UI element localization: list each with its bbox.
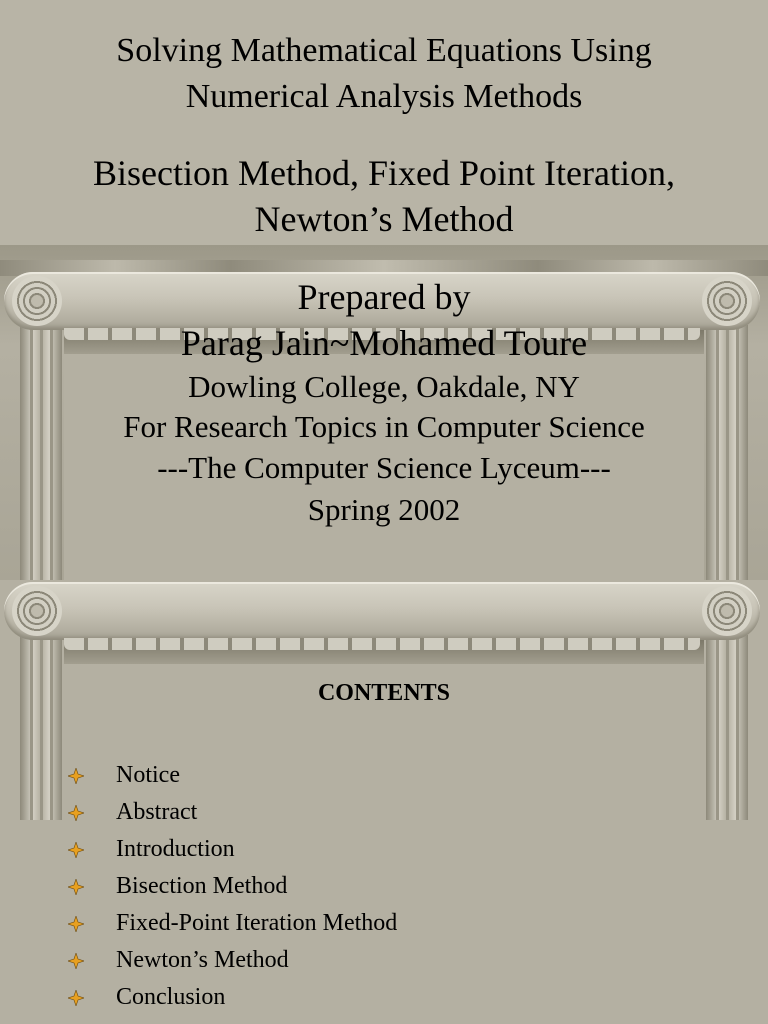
slide-subtitle-line-2: Newton’s Method (254, 199, 514, 239)
column-capital (4, 582, 760, 640)
list-item (64, 908, 397, 945)
list-item (64, 871, 397, 908)
slide-title-line-1: Solving Mathematical Equations Using (116, 32, 652, 69)
star-bullet-icon (68, 842, 84, 858)
left-column (20, 635, 62, 820)
star-bullet-icon (68, 768, 84, 784)
contents-slide (0, 580, 768, 1024)
list-item-label: Notice (116, 762, 180, 788)
right-column (706, 635, 748, 820)
course-name: For Research Topics in Computer Science (123, 409, 645, 444)
author-names: Parag Jain~Mohamed Toure (180, 323, 588, 363)
star-bullet-icon (68, 916, 84, 932)
dentil-molding (64, 638, 700, 650)
lyceum-name: ---The Computer Science Lyceum--- (157, 450, 611, 485)
list-item-label: Bisection Method (116, 873, 288, 899)
list-item-label: Newton’s Method (116, 947, 289, 973)
list-item-label: Abstract (116, 799, 198, 825)
prepared-by-label: Prepared by (297, 277, 471, 317)
college-name: Dowling College, Oakdale, NY (188, 369, 580, 404)
contents-heading: CONTENTS (317, 680, 451, 706)
list-item-label: Introduction (116, 836, 235, 862)
list-item (64, 834, 397, 871)
list-item (64, 760, 397, 797)
star-bullet-icon (68, 953, 84, 969)
term-label: Spring 2002 (307, 492, 461, 527)
slide-subtitle-line-1: Bisection Method, Fixed Point Iteration, (93, 153, 675, 193)
list-item-label: Fixed-Point Iteration Method (116, 910, 398, 936)
list-item (64, 945, 397, 982)
star-bullet-icon (68, 879, 84, 895)
contents-list (64, 760, 397, 1019)
list-item (64, 797, 397, 834)
list-item (64, 982, 397, 1019)
slide-title-line-2: Numerical Analysis Methods (185, 78, 583, 115)
list-item-label: Conclusion (116, 984, 226, 1010)
star-bullet-icon (68, 990, 84, 1006)
volute-scroll-icon (702, 586, 752, 636)
volute-scroll-icon (12, 586, 62, 636)
star-bullet-icon (68, 805, 84, 821)
